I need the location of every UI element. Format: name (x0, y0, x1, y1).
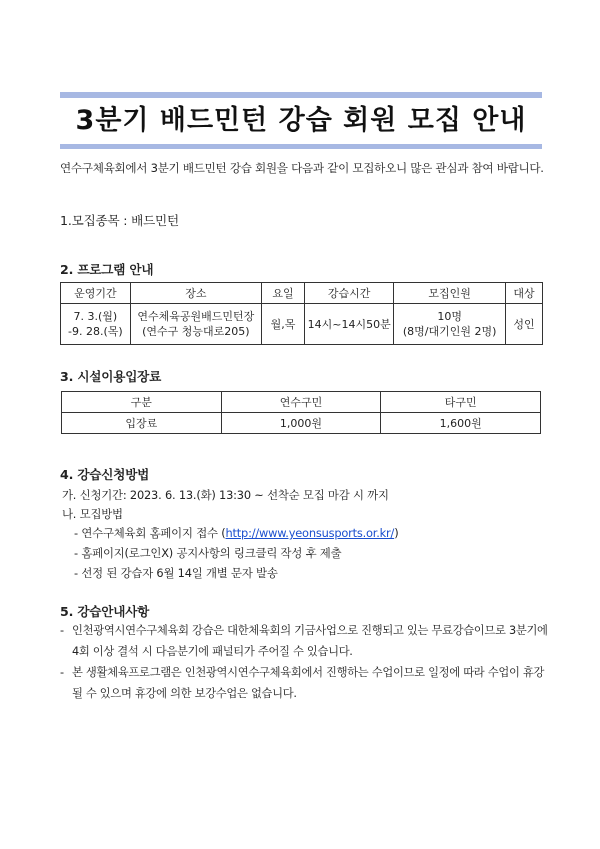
fee-nonresident: 1,600원 (381, 413, 541, 434)
header-days: 요일 (262, 283, 305, 304)
header-target: 대상 (506, 283, 543, 304)
period-end: -9. 28.(목) (68, 325, 123, 338)
table-row (62, 413, 541, 434)
program-table (60, 282, 543, 345)
table-row (61, 304, 543, 345)
cell-days: 월,목 (262, 304, 305, 345)
section-apply-heading: 4. 강습신청방법 (60, 467, 150, 482)
list-item (60, 662, 550, 704)
intro-paragraph: 연수구체육회에서 3분기 배드민턴 강습 회원을 다음과 같이 모집하오니 많은 관심과 참여 바랍니다. (60, 161, 544, 175)
fee-resident: 1,000원 (221, 413, 381, 434)
note-text: 인천광역시연수구체육회 강습은 대한체육회의 기금사업으로 진행되고 있는 무료강습이므로 3분기에 4회 이상 결석 시 다음분기에 패널티가 주어질 수 있습니다. (72, 624, 548, 658)
apply-method-notice: - 홈페이지(로그인X) 공지사항의 링크클릭 작성 후 제출 (74, 546, 342, 560)
cell-period (61, 304, 131, 345)
header-period: 운영기간 (61, 283, 131, 304)
period-start: 7. 3.(월) (73, 310, 118, 323)
capacity-total: 10명 (437, 310, 462, 323)
apply-method-sms: - 선정 된 강습자 6월 14일 개별 문자 발송 (74, 566, 278, 580)
cell-time: 14시~14시50분 (305, 304, 394, 345)
capacity-detail: (8명/대기인원 2명) (402, 325, 497, 338)
homepage-text-end: ) (394, 526, 399, 540)
cell-place (130, 304, 261, 345)
note-dash: - (60, 624, 64, 637)
section-notes-heading: 5. 강습안내사항 (60, 604, 150, 619)
list-item (60, 620, 550, 662)
fee-table (61, 391, 541, 434)
apply-method: 나. 모집방법 (62, 507, 123, 521)
place-address: (연수구 청능대로205) (142, 325, 250, 338)
header-category: 구분 (62, 392, 222, 413)
fee-table-header-row (62, 392, 541, 413)
apply-method-homepage (74, 525, 564, 541)
section-recruit-sport: 1.모집종목 : 배드민턴 (60, 213, 179, 228)
title-bottom-bar (60, 144, 542, 149)
homepage-text: - 연수구체육회 홈페이지 접수 ( (74, 526, 226, 540)
header-place: 장소 (130, 283, 261, 304)
header-residents: 연수구민 (221, 392, 381, 413)
title-block (60, 92, 542, 149)
section-fee-heading: 3. 시설이용입장료 (60, 369, 162, 384)
section-program-heading: 2. 프로그램 안내 (60, 262, 154, 277)
page-title: 3분기 배드민턴 강습 회원 모집 안내 (75, 105, 527, 136)
header-nonresidents: 타구민 (381, 392, 541, 413)
note-dash: - (60, 666, 64, 679)
program-table-header-row (61, 283, 543, 304)
notes-list (60, 620, 550, 704)
header-capacity: 모집인원 (394, 283, 506, 304)
fee-label: 입장료 (62, 413, 222, 434)
cell-capacity (394, 304, 506, 345)
header-time: 강습시간 (305, 283, 394, 304)
homepage-link[interactable]: http://www.yeonsusports.or.kr/ (225, 526, 395, 540)
cell-target: 성인 (506, 304, 543, 345)
place-name: 연수체육공원배드민턴장 (137, 310, 255, 323)
note-text: 본 생활체육프로그램은 인천광역시연수구체육회에서 진행하는 수업이므로 일정에 따라 수업이 휴강될 수 있으며 휴강에 의한 보강수업은 없습니다. (72, 666, 545, 700)
apply-period: 가. 신청기간: 2023. 6. 13.(화) 13:30 ~ 선착순 모집 마감 시 까지 (62, 488, 389, 502)
